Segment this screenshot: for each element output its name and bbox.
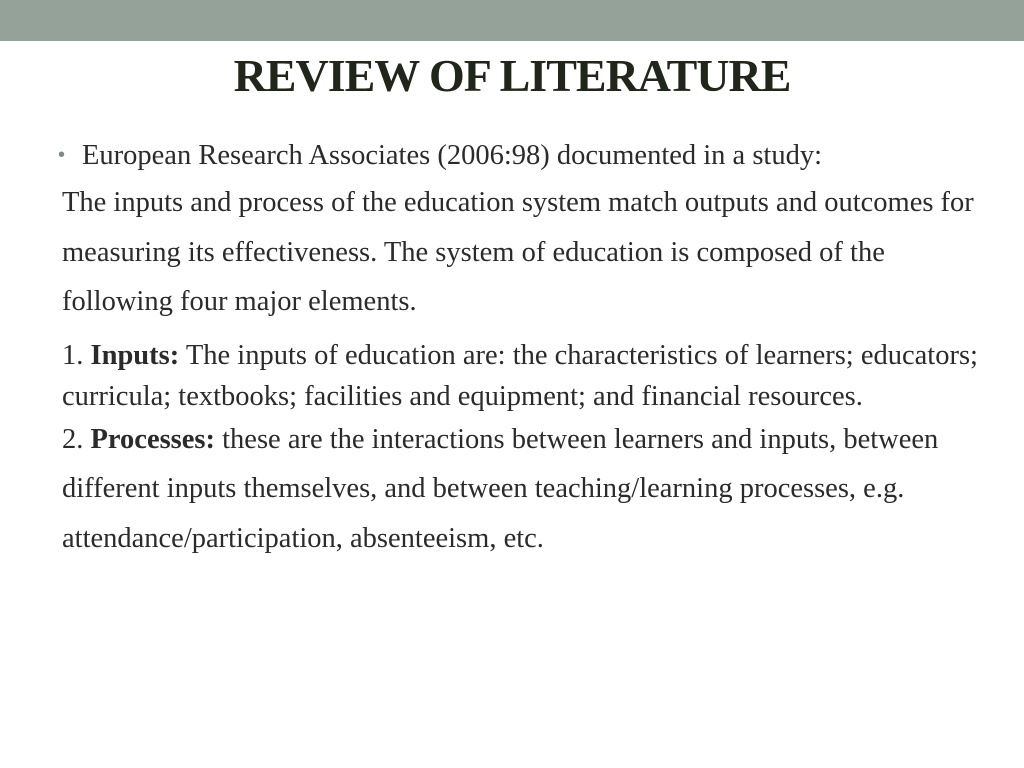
element-text: The inputs of education are: the characteristics of learners; educators; curricula; textbooks; facilities and equipment; and financial resources. [62,339,978,412]
element-inputs [62,335,992,417]
element-processes [62,415,992,564]
intro-paragraph: The inputs and process of the education system match outputs and outcomes for measuring its effectiveness. The system of education is composed of the following four major elements. [62,187,974,317]
element-term: Processes: [90,423,216,455]
element-term: Inputs: [90,339,180,371]
slide-title: REVIEW OF LITERATURE [233,50,791,101]
bullet-item [58,137,992,174]
bullet-marker: • [58,144,66,166]
element-number: 1. [62,339,84,371]
element-number: 2. [62,423,84,455]
element-text: these are the interactions between learners and inputs, between different inputs themselves, and between teaching/learning processes, e.g. attendance/participation, absenteeism, etc. [62,423,939,554]
header-band [0,0,1024,41]
slide-body [58,137,992,563]
bullet-text: European Research Associates (2006:98) documented in a study: [82,140,823,171]
